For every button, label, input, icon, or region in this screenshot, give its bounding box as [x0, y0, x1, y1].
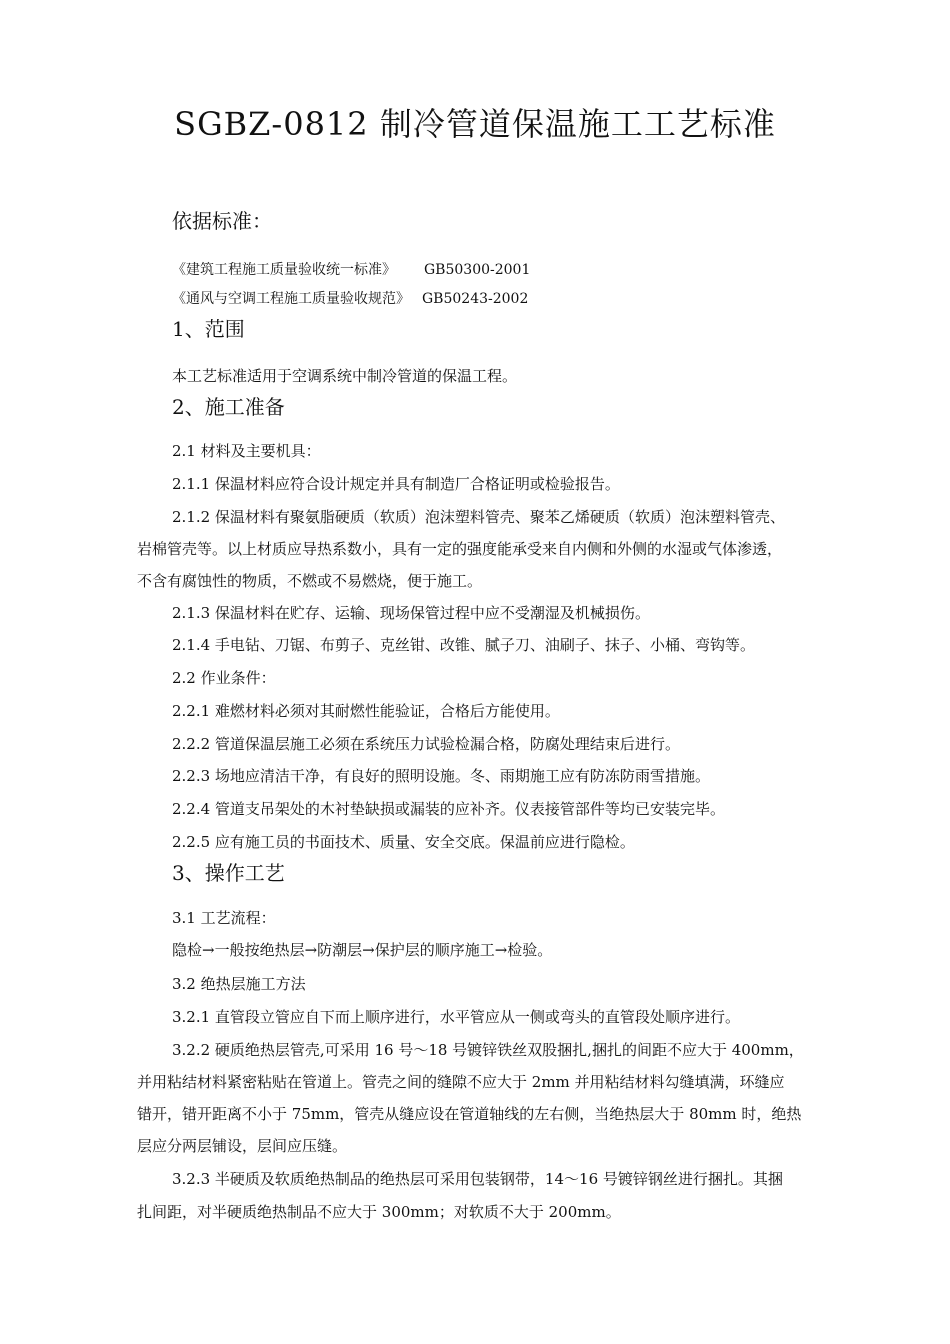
section-3-heading: 3、操作工艺: [172, 861, 285, 885]
clause-2-1-4: 2.1.4 手电钻、刀锯、布剪子、克丝钳、改锥、腻子刀、油刷子、抹子、小桶、弯钩等。: [172, 636, 755, 654]
clause-2-1: 2.1 材料及主要机具：: [172, 442, 321, 460]
reference-1-code: GB50300-2001: [424, 262, 531, 278]
clause-3-2-2-line-4: 层应分两层铺设，层间应压缝。: [137, 1137, 348, 1155]
reference-2-code: GB50243-2002: [422, 291, 529, 307]
reference-2: [172, 288, 528, 310]
clause-2-2-2: 2.2.2 管道保温层施工必须在系统压力试验检漏合格，防腐处理结束后进行。: [172, 735, 680, 753]
clause-3-2-2-line-1: 3.2.2 硬质绝热层管壳,可采用 16 号～18 号镀锌铁丝双股捆扎,捆扎的间距不应大于 400mm，: [172, 1041, 804, 1059]
clause-3-1: 3.1 工艺流程：: [172, 909, 276, 927]
clause-2-1-2-line-1: 2.1.2 保温材料有聚氨脂硬质（软质）泡沫塑料管壳、聚苯乙烯硬质（软质）泡沫塑料管壳、: [172, 508, 785, 526]
clause-2-2: 2.2 作业条件：: [172, 669, 276, 687]
basis-heading: 依据标准：: [172, 209, 272, 233]
clause-3-2-2-line-2: 并用粘结材料紧密粘贴在管道上。管壳之间的缝隙不应大于 2mm 并用粘结材料勾缝填满，环缝应: [137, 1073, 785, 1091]
clause-2-2-1: 2.2.1 难燃材料必须对其耐燃性能验证，合格后方能使用。: [172, 702, 560, 720]
section-2-heading: 2、施工准备: [172, 395, 285, 419]
clause-2-2-4: 2.2.4 管道支吊架处的木衬垫缺损或漏装的应补齐。仪表接管部件等均已安装完毕。: [172, 800, 725, 818]
clause-3-2-2-line-3: 错开，错开距离不小于 75mm，管壳从缝应设在管道轴线的左右侧，当绝热层大于 80mm 时，绝热: [137, 1105, 802, 1123]
section-1-heading: 1、范围: [172, 317, 245, 341]
reference-1: [172, 259, 530, 281]
clause-2-1-2-line-3: 不含有腐蚀性的物质，不燃或不易燃烧，便于施工。: [137, 572, 483, 590]
clause-3-2-1: 3.2.1 直管段立管应自下而上顺序进行，水平管应从一侧或弯头的直管段处顺序进行。: [172, 1008, 740, 1026]
clause-2-1-1: 2.1.1 保温材料应符合设计规定并具有制造厂合格证明或检验报告。: [172, 475, 620, 493]
clause-2-2-3: 2.2.3 场地应清洁干净，有良好的照明设施。冬、雨期施工应有防冻防雨雪措施。: [172, 767, 710, 785]
clause-2-2-5: 2.2.5 应有施工员的书面技术、质量、安全交底。保温前应进行隐检。: [172, 833, 635, 851]
process-flow: 隐检→一般按绝热层→防潮层→保护层的顺序施工→检验。: [172, 941, 553, 959]
reference-1-name: 《建筑工程施工质量验收统一标准》: [172, 262, 396, 278]
document-title: SGBZ-0812 制冷管道保温施工工艺标准: [174, 105, 776, 143]
reference-2-name: 《通风与空调工程施工质量验收规范》: [172, 291, 410, 307]
clause-2-1-2-line-2: 岩棉管壳等。以上材质应导热系数小，具有一定的强度能承受来自内侧和外侧的水湿或气体渗透，: [137, 540, 783, 558]
clause-2-1-3: 2.1.3 保温材料在贮存、运输、现场保管过程中应不受潮湿及机械损伤。: [172, 604, 650, 622]
clause-3-2-3-line-1: 3.2.3 半硬质及软质绝热制品的绝热层可采用包装钢带，14～16 号镀锌钢丝进行捆扎。其捆: [172, 1170, 783, 1188]
clause-3-2: 3.2 绝热层施工方法: [172, 975, 306, 993]
clause-3-2-3-line-2: 扎间距，对半硬质绝热制品不应大于 300mm；对软质不大于 200mm。: [137, 1203, 621, 1221]
section-1-text: 本工艺标准适用于空调系统中制冷管道的保温工程。: [172, 367, 518, 385]
